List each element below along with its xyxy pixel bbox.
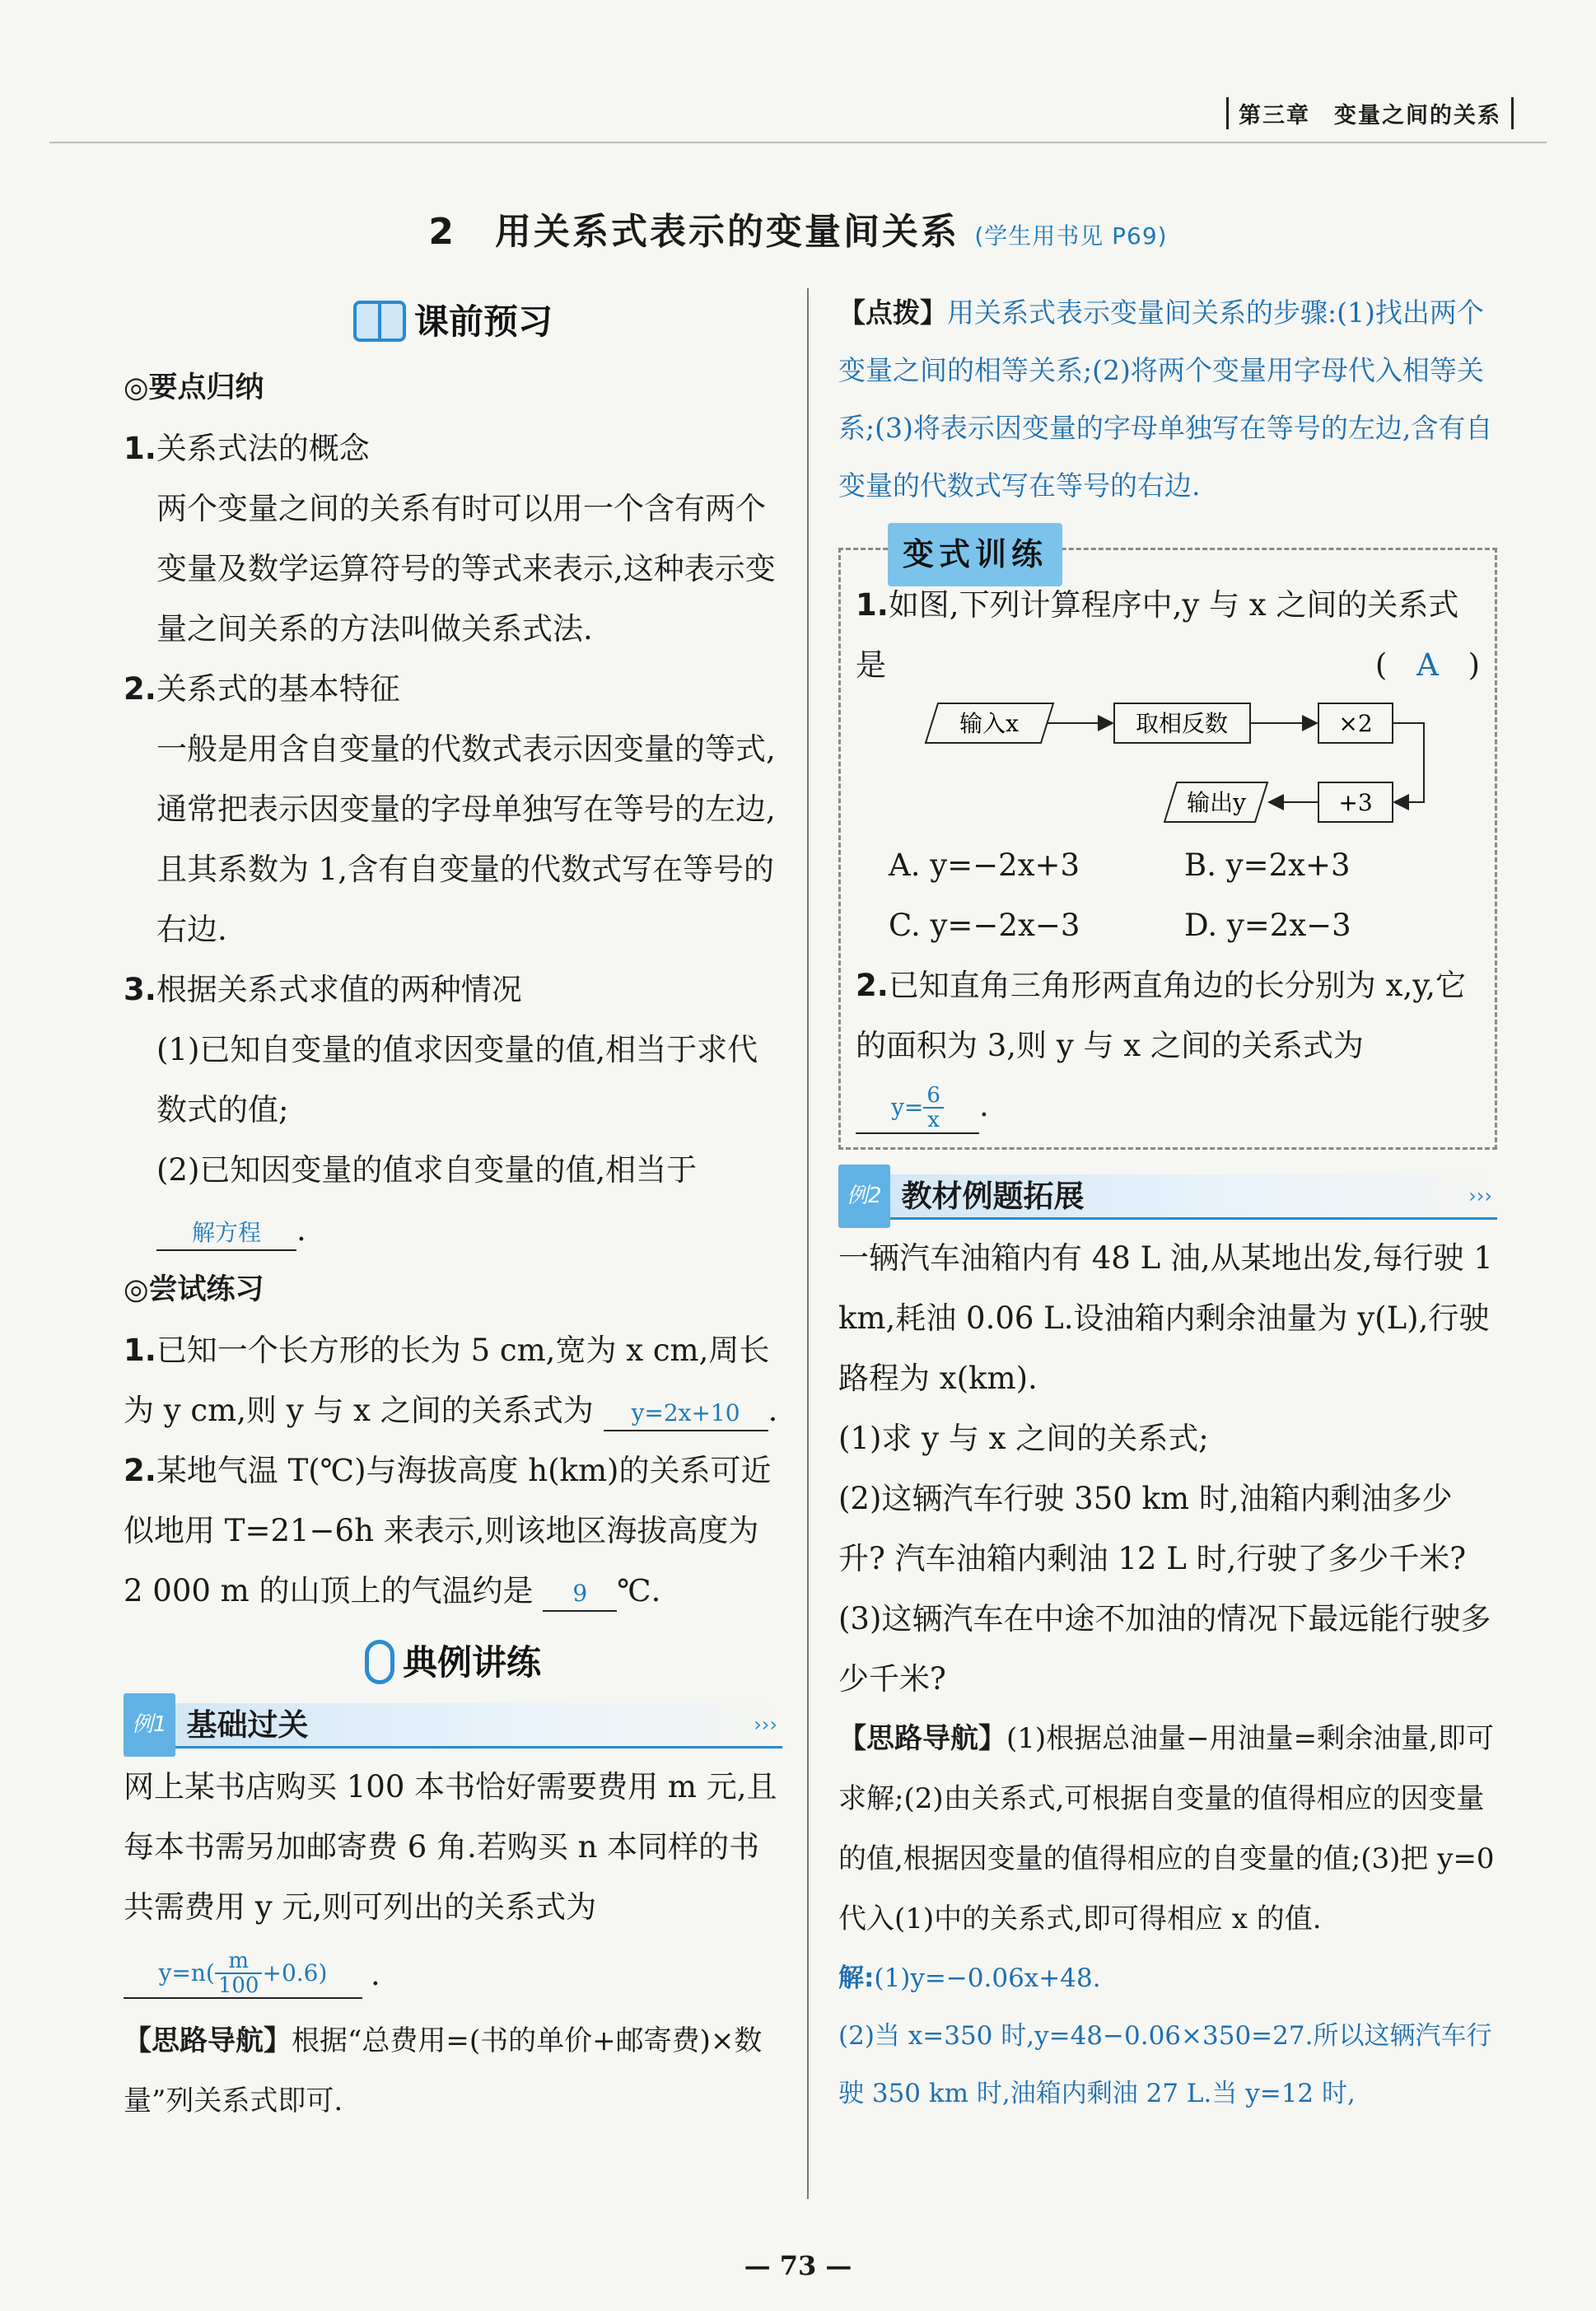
- point-2-number: 2.: [124, 671, 156, 707]
- try-question-1-text: 已知一个长方形的长为 5 cm,宽为 x cm,周长为 y cm,则 y 与 x 之间的关系式为: [124, 1333, 770, 1428]
- preview-banner-label: 课前预习: [413, 301, 553, 342]
- point-3-number: 3.: [124, 972, 156, 1007]
- solution-part-1: (1)y=−0.06x+48.: [874, 1963, 1101, 1993]
- example-2-bar: [838, 1174, 1497, 1220]
- right-column: [838, 284, 1497, 2122]
- point-2-body: 一般是用含自变量的代数式表示因变量的等式,通常把表示因变量的字母单独写在等号的左边,且其系数为 1,含有自变量的代数式写在等号的右边.: [156, 731, 776, 947]
- variant-question-2-fraction: [923, 1084, 944, 1132]
- variant-question-1-options: [856, 835, 1480, 955]
- variant-question-1-number: 1.: [856, 587, 889, 623]
- variant-question-2-number: 2.: [856, 968, 889, 1003]
- point-2-title: 关系式的基本特征: [156, 671, 400, 707]
- example-2-question-1: (1)求 y 与 x 之间的关系式;: [838, 1421, 1209, 1456]
- fraction-numerator: m: [215, 1949, 263, 1974]
- try-practice-heading: ◎尝试练习: [124, 1273, 264, 1306]
- variant-question-1: [856, 575, 1480, 695]
- variant-question-1-text: 如图,下列计算程序中,y 与 x 之间的关系式是: [856, 587, 1459, 683]
- option-b: B. y=2x+3: [1184, 847, 1351, 883]
- variant-question-2: [856, 955, 1480, 1136]
- example-2-tag: 例2: [838, 1165, 890, 1228]
- option-c: C. y=−2x−3: [889, 908, 1080, 943]
- point-2-heading: [124, 659, 782, 719]
- point-3-heading: [124, 959, 782, 1020]
- try-question-1-number: 1.: [124, 1333, 156, 1368]
- example-2-text: 一辆汽车油箱内有 48 L 油,从某地出发,每行驶 1 km,耗油 0.06 L.设油箱内剩余油量为 y(L),行驶路程为 x(km).: [838, 1240, 1493, 1396]
- example-1-hint: [124, 2011, 782, 2131]
- example-2-title: 教材例题拓展: [901, 1178, 1085, 1214]
- example-1-title: 基础过关: [186, 1706, 309, 1743]
- chevrons-icon: ›››: [1468, 1184, 1492, 1207]
- point-3-case-2: [124, 1140, 782, 1260]
- page-number: — 73 —: [744, 2250, 852, 2281]
- example-2-solution: [838, 1949, 1497, 2007]
- try-question-1-end: .: [768, 1393, 778, 1428]
- section-title: [0, 202, 1596, 254]
- solution-label: 解:: [838, 1963, 875, 1993]
- answer-paren-open: (: [1374, 647, 1388, 683]
- flow-arrow-3: [1393, 723, 1424, 802]
- tip-text: 用关系式表示变量间关系的步骤:(1)找出两个变量之间的相等关系;(2)将两个变量用字母代入相等关系;(3)将表示因变量的字母单独写在等号的左边,含有自变量的代数式写在等号的右边.: [838, 296, 1493, 502]
- section-title-text: 2 用关系式表示的变量间关系: [428, 211, 960, 253]
- option-a: A. y=−2x+3: [889, 847, 1080, 883]
- fraction-denominator: 100: [217, 1973, 259, 1998]
- flow-diagram: [856, 695, 1482, 835]
- example-1-text: 网上某书店购买 100 本书恰好需要费用 m 元,且每本书需另加邮寄费 6 角.若购买 n 本同样的书共需费用 y 元,则可列出的关系式为: [124, 1769, 777, 1925]
- tip-block: [838, 284, 1497, 515]
- point-3-answer-blank: 解方程: [156, 1216, 296, 1251]
- example-2-solution-2: (2)当 x=350 时,y=48−0.06×350=27.所以这辆汽车行驶 350 km 时,油箱内剩油 27 L.当 y=12 时,: [838, 2021, 1492, 2108]
- try-question-2-end: ℃.: [617, 1573, 661, 1608]
- option-d: D. y=2x−3: [1184, 908, 1351, 943]
- flow-output-label: 输出y: [1187, 789, 1246, 816]
- header-divider: [49, 142, 1547, 143]
- try-question-1-answer: y=2x+10: [604, 1397, 768, 1431]
- point-3-case-1: (1)已知自变量的值求因变量的值,相当于求代数式的值;: [156, 1032, 758, 1127]
- variant-box: [838, 548, 1497, 1150]
- example-1-answer-fraction: [215, 1949, 263, 1997]
- fraction-numerator: 6: [923, 1084, 944, 1109]
- example-1-answer-line: [124, 1937, 782, 2011]
- variant-training-section: [838, 536, 1497, 1150]
- examples-banner-label: 典例讲练: [402, 1641, 541, 1683]
- answer-paren-close: ): [1468, 647, 1480, 683]
- point-1-title: 关系式法的概念: [156, 431, 370, 466]
- point-3-case-2-end: .: [296, 1212, 306, 1248]
- example-1-answer-post: +0.6): [262, 1959, 328, 1987]
- preview-banner: [124, 284, 782, 358]
- chapter-tag: 第三章 变量之间的关系: [1226, 97, 1514, 129]
- tip-label: 【点拨】: [838, 296, 947, 329]
- example-1-tag: 例1: [124, 1693, 175, 1757]
- variant-question-2-answer-pre: y=: [891, 1093, 924, 1121]
- point-1-heading: [124, 418, 782, 479]
- example-1-answer: [124, 1949, 362, 1999]
- example-1-answer-end: .: [371, 1956, 380, 1992]
- example-1-bar: [124, 1703, 782, 1748]
- flow-negate-label: 取相反数: [1135, 710, 1229, 737]
- flow-times2-label: ×2: [1338, 710, 1373, 737]
- example-1-hint-text: 根据“总费用=(书的单价+邮寄费)×数量”列关系式即可.: [124, 2024, 763, 2117]
- try-question-1: [124, 1320, 782, 1440]
- example-1-answer-pre: y=n(: [158, 1959, 215, 1987]
- key-points-heading: ◎要点归纳: [124, 371, 264, 404]
- student-book-ref: (学生用书见 P69): [974, 222, 1168, 250]
- variant-question-1-answer-parens: [1375, 635, 1480, 695]
- left-column: [124, 284, 782, 2131]
- flow-plus3-label: +3: [1338, 789, 1373, 816]
- book-icon: [353, 301, 406, 342]
- column-divider: [807, 288, 809, 2199]
- chevrons-icon: ›››: [754, 1712, 777, 1736]
- point-1-body: 两个变量之间的关系有时可以用一个含有两个变量及数学运算符号的等式来表示,这种表示变量之间关系的方法叫做关系式法.: [156, 491, 776, 647]
- variant-question-2-answer: [856, 1083, 979, 1134]
- example-1-hint-label: 【思路导航】: [124, 2024, 292, 2057]
- example-2-hint-label: 【思路导航】: [838, 1722, 1006, 1755]
- example-2-question-2: (2)这辆汽车行驶 350 km 时,油箱内剩油多少升? 汽车油箱内剩油 12 L 时,行驶了多少千米?: [838, 1481, 1467, 1576]
- point-3-title: 根据关系式求值的两种情况: [156, 972, 522, 1007]
- point-3-case-2-text: (2)已知因变量的值求自变量的值,相当于: [156, 1152, 698, 1188]
- variant-title: 变式训练: [888, 523, 1062, 586]
- example-2-hint-text: (1)根据总油量−用油量=剩余油量,即可求解;(2)由关系式,可根据自变量的值得相应的因变量的值,根据因变量的值得相应的自变量的值;(3)把 y=0 代入(1)中的关系式,即可得相应 x 的值.: [838, 1722, 1495, 1935]
- flow-input-label: 输入x: [959, 710, 1019, 737]
- variant-question-2-text: 已知直角三角形两直角边的长分别为 x,y,它的面积为 3,则 y 与 x 之间的关系式为: [856, 968, 1466, 1063]
- try-question-2-answer: 9: [543, 1577, 617, 1612]
- microphone-icon: [365, 1640, 394, 1684]
- try-question-2-number: 2.: [124, 1453, 156, 1488]
- fraction-denominator: x: [927, 1107, 940, 1132]
- variant-question-2-end: .: [979, 1088, 989, 1123]
- try-question-2: [124, 1440, 782, 1621]
- try-question-2-text: 某地气温 T(℃)与海拔高度 h(km)的关系可近似地用 T=21−6h 来表示,则该地区海拔高度为 2 000 m 的山顶上的气温约是: [124, 1453, 772, 1608]
- variant-question-1-answer: A: [1416, 647, 1439, 683]
- examples-banner: [124, 1621, 782, 1703]
- example-2-hint: [838, 1709, 1497, 1949]
- point-1-number: 1.: [124, 431, 156, 466]
- example-2-question-3: (3)这辆汽车在中途不加油的情况下最远能行驶多少千米?: [838, 1601, 1491, 1697]
- variant-title-wrap: [888, 523, 1062, 586]
